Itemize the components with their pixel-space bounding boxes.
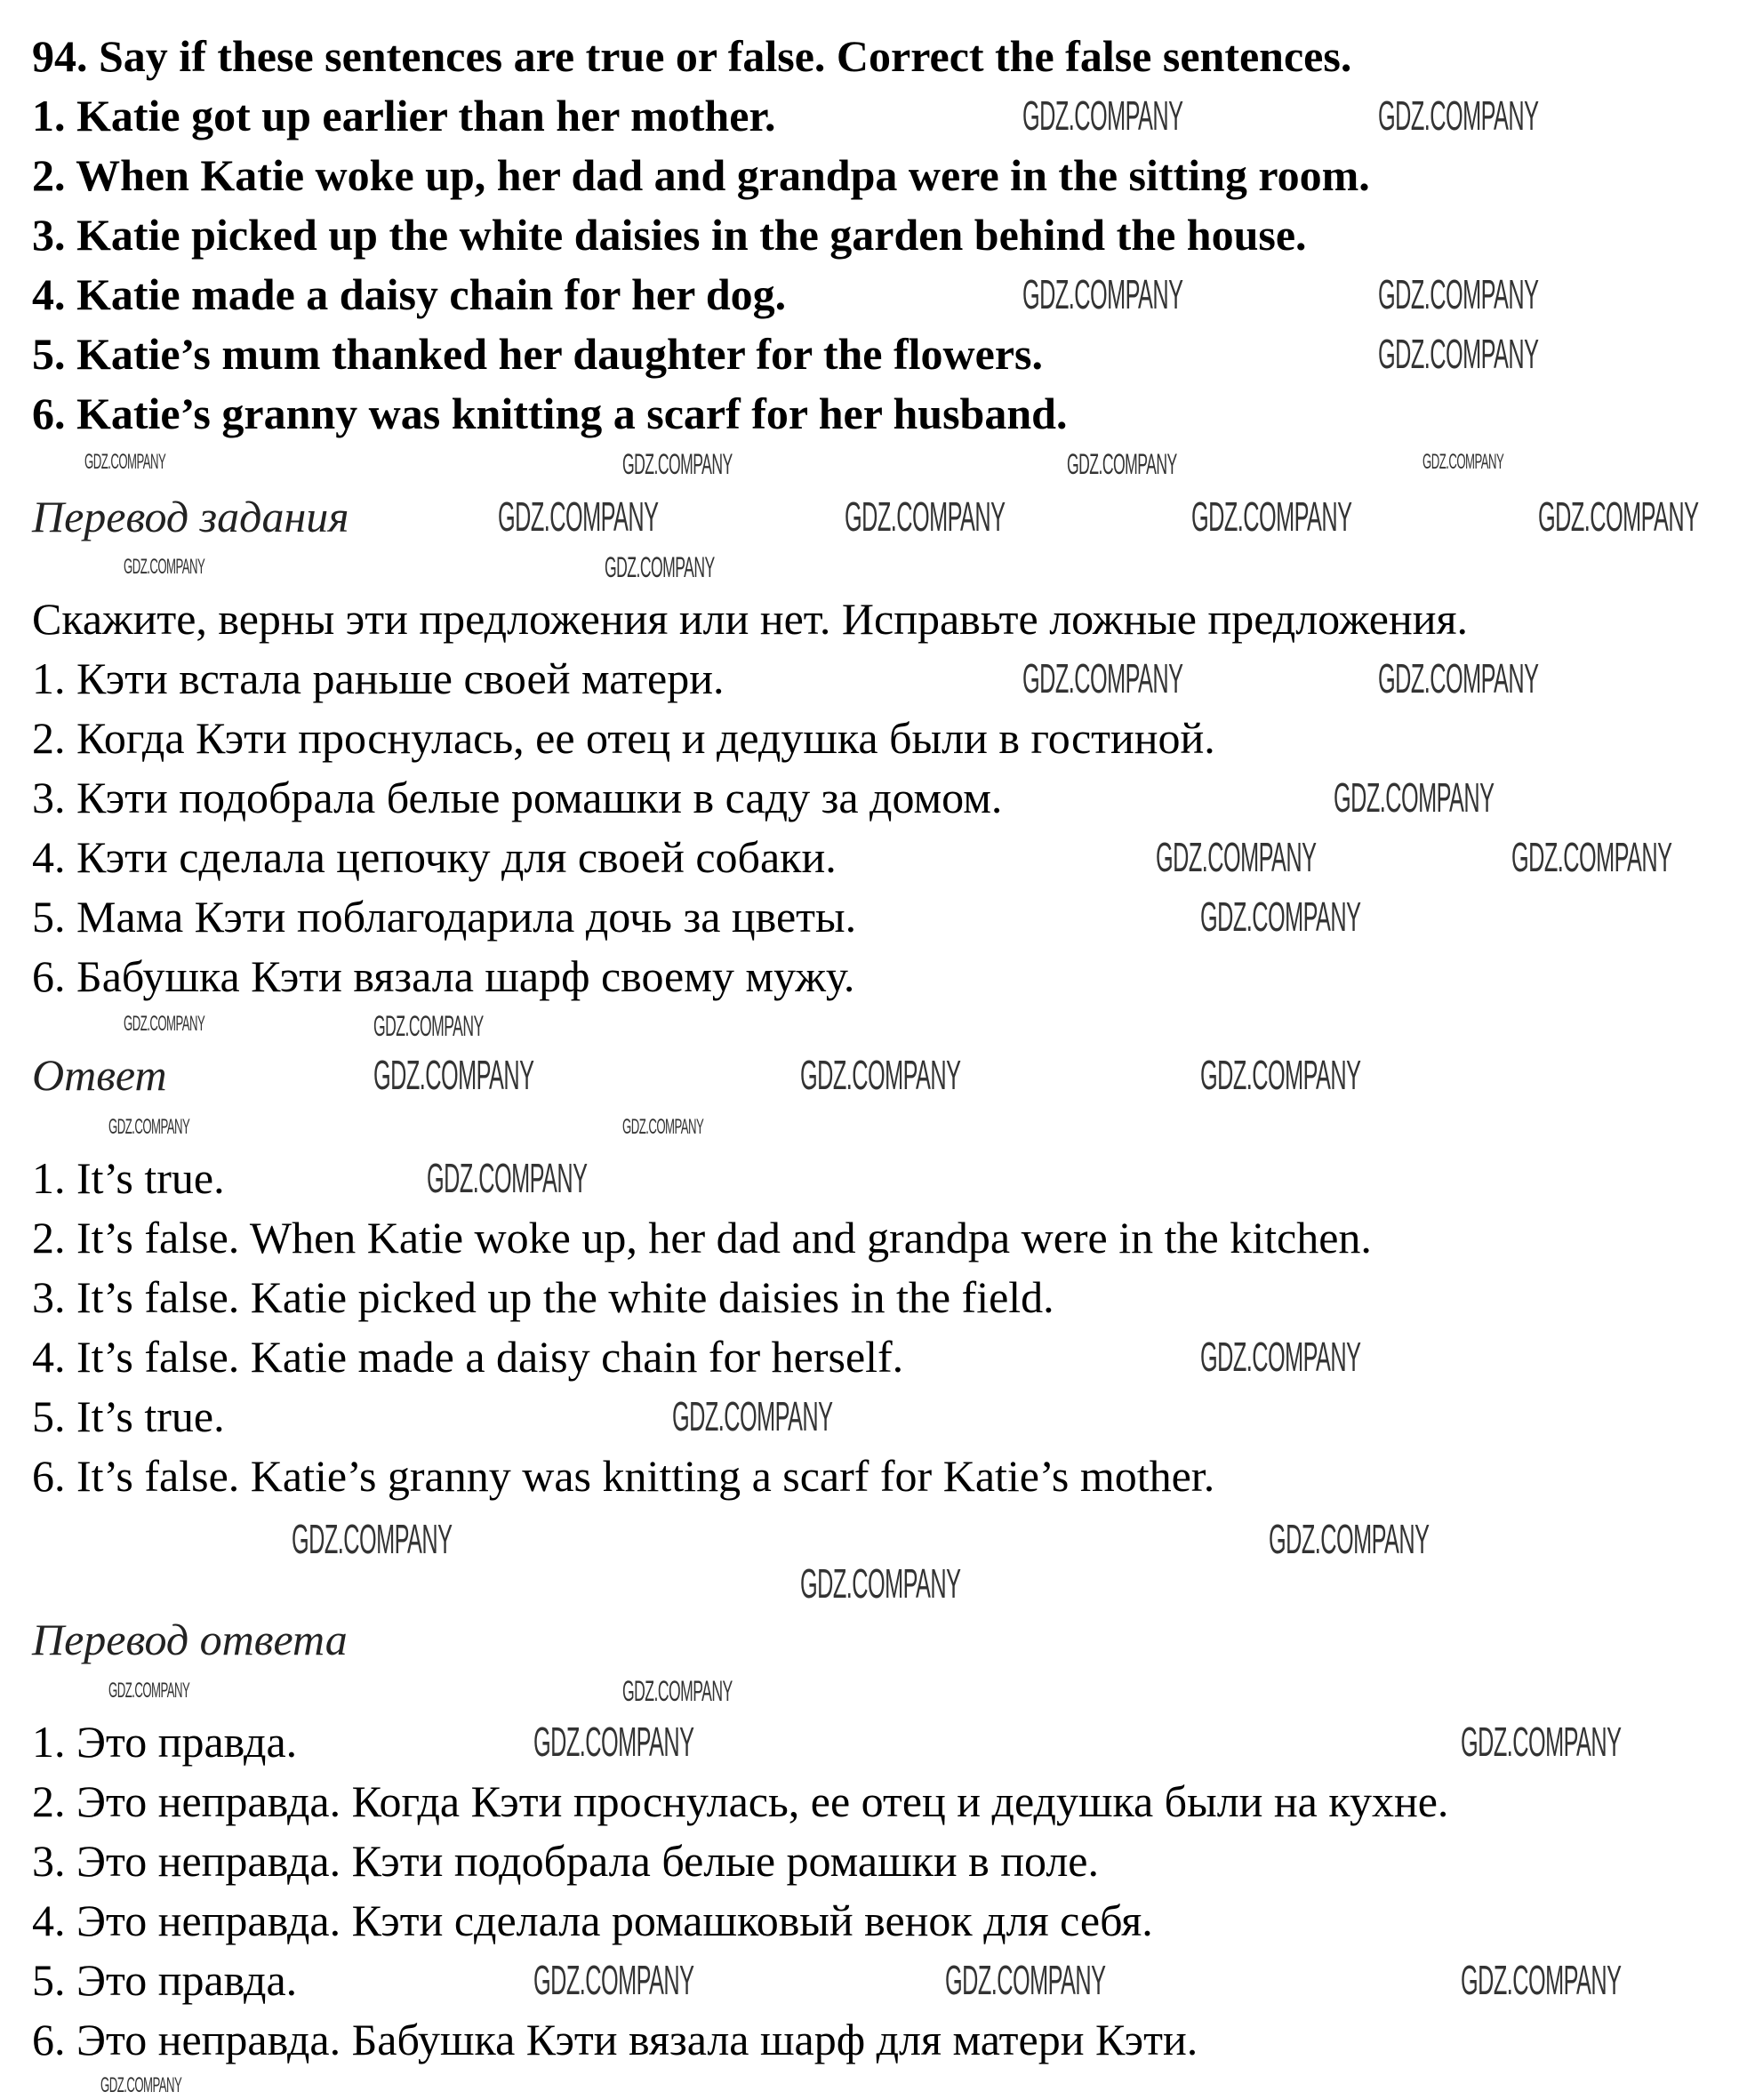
watermark: GDZ.COMPANY — [108, 1679, 190, 1703]
watermark: GDZ.COMPANY — [1378, 655, 1539, 701]
answer-translation-sentence: 3. Это неправда. Кэти подобрала белые ромашки в поле. — [32, 1836, 1099, 1886]
watermark: GDZ.COMPANY — [1538, 493, 1699, 540]
task-translation-sentence: 2. Когда Кэти проснулась, ее отец и дедушка были в гостиной. — [32, 713, 1215, 763]
watermark: GDZ.COMPANY — [1269, 1516, 1430, 1562]
watermark: GDZ.COMPANY — [845, 493, 1006, 540]
watermark: GDZ.COMPANY — [100, 2073, 182, 2097]
task-translation-sentence: 6. Бабушка Кэти вязала шарф своему мужу. — [32, 951, 855, 1001]
watermark: GDZ.COMPANY — [1022, 655, 1183, 701]
task-translation-block — [32, 589, 1468, 1006]
answer-sentence: 3. It’s false. Katie picked up the white daisies in the field. — [32, 1272, 1054, 1322]
answer-block — [32, 1149, 1372, 1506]
watermark: GDZ.COMPANY — [1461, 1957, 1622, 2003]
watermark: GDZ.COMPANY — [1378, 92, 1539, 139]
watermark: GDZ.COMPANY — [622, 1675, 733, 1707]
watermark: GDZ.COMPANY — [108, 1115, 190, 1139]
watermark: GDZ.COMPANY — [1334, 774, 1495, 821]
watermark: GDZ.COMPANY — [622, 1115, 704, 1139]
watermark: GDZ.COMPANY — [800, 1052, 961, 1098]
watermark: GDZ.COMPANY — [945, 1957, 1106, 2003]
exercise-title: 94. Say if these sentences are true or false. Correct the false sentences. — [32, 31, 1352, 81]
answer-heading: Ответ — [32, 1050, 167, 1100]
watermark: GDZ.COMPANY — [672, 1393, 833, 1439]
task-translation-sentence: 3. Кэти подобрала белые ромашки в саду за домом. — [32, 773, 1003, 822]
watermark: GDZ.COMPANY — [1200, 1052, 1361, 1098]
answer-sentence: 6. It’s false. Katie’s granny was knitting a scarf for Katie’s mother. — [32, 1451, 1215, 1501]
answer-sentence: 1. It’s true. — [32, 1153, 225, 1203]
watermark: GDZ.COMPANY — [1067, 448, 1177, 480]
answer-sentence: 4. It’s false. Katie made a daisy chain for herself. — [32, 1332, 904, 1382]
answer-translation-block — [32, 1712, 1448, 2070]
watermark: GDZ.COMPANY — [533, 1957, 694, 2003]
watermark: GDZ.COMPANY — [124, 555, 205, 579]
watermark: GDZ.COMPANY — [292, 1516, 453, 1562]
watermark: GDZ.COMPANY — [1200, 894, 1361, 940]
exercise-sentence: 4. Katie made a daisy chain for her dog. — [32, 269, 787, 319]
watermark: GDZ.COMPANY — [1022, 92, 1183, 139]
watermark: GDZ.COMPANY — [1461, 1719, 1622, 1765]
answer-sentence: 5. It’s true. — [32, 1391, 225, 1441]
watermark: GDZ.COMPANY — [1378, 271, 1539, 317]
watermark: GDZ.COMPANY — [1022, 271, 1183, 317]
task-translation-sentence: 4. Кэти сделала цепочку для своей собаки. — [32, 832, 837, 882]
watermark: GDZ.COMPANY — [800, 1560, 961, 1607]
answer-translation-sentence: 5. Это правда. — [32, 1955, 298, 2005]
answer-translation-sentence: 1. Это правда. — [32, 1717, 298, 1767]
watermark: GDZ.COMPANY — [1156, 834, 1317, 880]
watermark: GDZ.COMPANY — [427, 1155, 588, 1201]
exercise-sentence: 6. Katie’s granny was knitting a scarf for her husband. — [32, 389, 1068, 438]
watermark: GDZ.COMPANY — [84, 450, 166, 474]
task-translation-heading: Перевод задания — [32, 492, 349, 541]
answer-translation-sentence: 6. Это неправда. Бабушка Кэти вязала шарф для матери Кэти. — [32, 2015, 1198, 2064]
watermark: GDZ.COMPANY — [622, 448, 733, 480]
watermark: GDZ.COMPANY — [1191, 493, 1352, 540]
exercise-sentence: 2. When Katie woke up, her dad and grandpa were in the sitting room. — [32, 150, 1370, 200]
exercise-sentence: 1. Katie got up earlier than her mother. — [32, 91, 776, 140]
watermark: GDZ.COMPANY — [1422, 450, 1504, 474]
watermark: GDZ.COMPANY — [498, 493, 659, 540]
watermark: GDZ.COMPANY — [533, 1719, 694, 1765]
task-translation-sentence: 5. Мама Кэти поблагодарила дочь за цветы. — [32, 892, 857, 942]
watermark: GDZ.COMPANY — [373, 1052, 534, 1098]
watermark: GDZ.COMPANY — [1378, 331, 1539, 377]
answer-translation-heading: Перевод ответа — [32, 1615, 348, 1664]
watermark: GDZ.COMPANY — [1511, 834, 1672, 880]
exercise-sentence: 5. Katie’s mum thanked her daughter for the flowers. — [32, 329, 1043, 379]
watermark: GDZ.COMPANY — [124, 1012, 205, 1036]
watermark: GDZ.COMPANY — [1200, 1334, 1361, 1380]
answer-sentence: 2. It’s false. When Katie woke up, her dad and grandpa were in the kitchen. — [32, 1213, 1372, 1262]
task-translation-title: Скажите, верны эти предложения или нет. Исправьте ложные предложения. — [32, 594, 1469, 644]
exercise-block — [32, 27, 1370, 444]
exercise-sentence: 3. Katie picked up the white daisies in the garden behind the house. — [32, 210, 1307, 260]
watermark: GDZ.COMPANY — [605, 551, 715, 583]
answer-translation-sentence: 2. Это неправда. Когда Кэти проснулась, ее отец и дедушка были на кухне. — [32, 1776, 1449, 1826]
task-translation-sentence: 1. Кэти встала раньше своей матери. — [32, 653, 725, 703]
answer-translation-sentence: 4. Это неправда. Кэти сделала ромашковый венок для себя. — [32, 1896, 1153, 1945]
watermark: GDZ.COMPANY — [373, 1010, 484, 1042]
